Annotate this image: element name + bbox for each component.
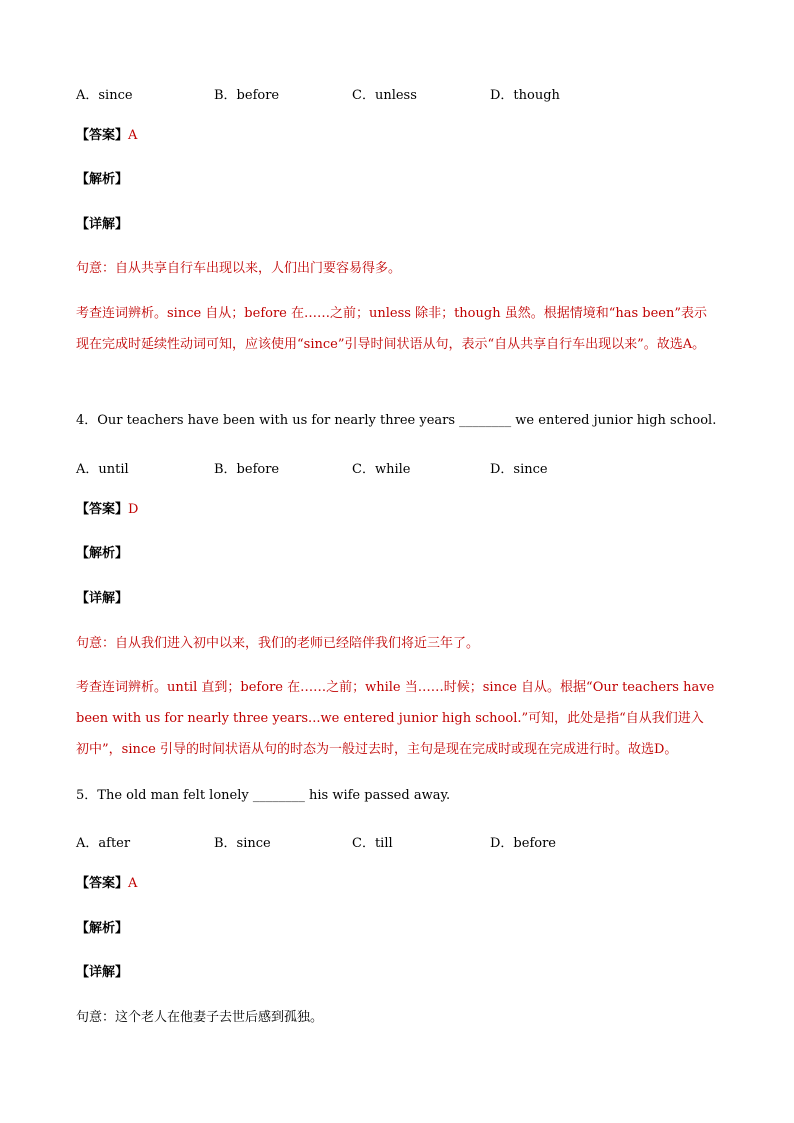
q4-option-c: C．while <box>352 462 411 477</box>
q3-analysis-label: 【解析】 <box>76 172 129 187</box>
q5-option-d: D．before <box>490 836 556 851</box>
q5-option-b: B．since <box>214 836 271 851</box>
q3-option-b: B．before <box>214 88 280 103</box>
q3-option-c: C．unless <box>352 88 417 103</box>
q4-detail-label: 【详解】 <box>76 591 129 606</box>
answer-value: A <box>128 128 138 143</box>
q5-question: 5．The old man felt lonely ________ his wife passed away. <box>76 788 451 803</box>
q5-analysis-label: 【解析】 <box>76 921 129 936</box>
q4-explanation: 考查连词辨析。until 直到；before 在……之前；while 当……时候；since 自从。根据“Our teachers have been with us for nearly three years...we entered junior high school.”可知，此处是指“自从我们进入初中”，since 引导的时间状语从句的时态为一般过去时，主句是现在完成时或现在完成进行时。故选D。 <box>76 680 715 757</box>
q5-option-a: A．after <box>76 836 131 851</box>
q3-option-d: D．though <box>490 88 560 103</box>
q3-meaning: 句意：自从共享自行车出现以来，人们出门要容易得多。 <box>76 261 402 276</box>
answer-label: 【答案】 <box>76 128 129 143</box>
q5-detail-label: 【详解】 <box>76 965 129 980</box>
q4-option-a: A．until <box>76 462 129 477</box>
q4-answer <box>76 502 138 518</box>
q5-option-c: C．till <box>352 836 393 851</box>
q4-analysis-label: 【解析】 <box>76 546 129 561</box>
q4-question: 4．Our teachers have been with us for nearly three years ________ we entered junior high school. <box>76 413 717 428</box>
q3-answer <box>76 128 137 144</box>
q4-option-d: D．since <box>490 462 548 477</box>
q4-meaning: 句意：自从我们进入初中以来，我们的老师已经陪伴我们将近三年了。 <box>76 636 480 651</box>
answer-value: A <box>128 876 138 891</box>
q4-option-b: B．before <box>214 462 280 477</box>
q3-detail-label: 【详解】 <box>76 217 129 232</box>
answer-label: 【答案】 <box>76 876 129 891</box>
q5-answer <box>76 876 137 892</box>
q3-explanation: 考查连词辨析。since 自从；before 在……之前；unless 除非；though 虽然。根据情境和“has been”表示现在完成时延续性动词可知，应该使用“since”引导时间状语从句，表示“自从共享自行车出现以来”。故选A。 <box>76 306 707 352</box>
q3-option-a: A．since <box>76 88 133 103</box>
q5-meaning: 句意：这个老人在他妻子去世后感到孤独。 <box>76 1010 324 1025</box>
answer-value: D <box>128 502 139 517</box>
answer-label: 【答案】 <box>76 502 129 517</box>
